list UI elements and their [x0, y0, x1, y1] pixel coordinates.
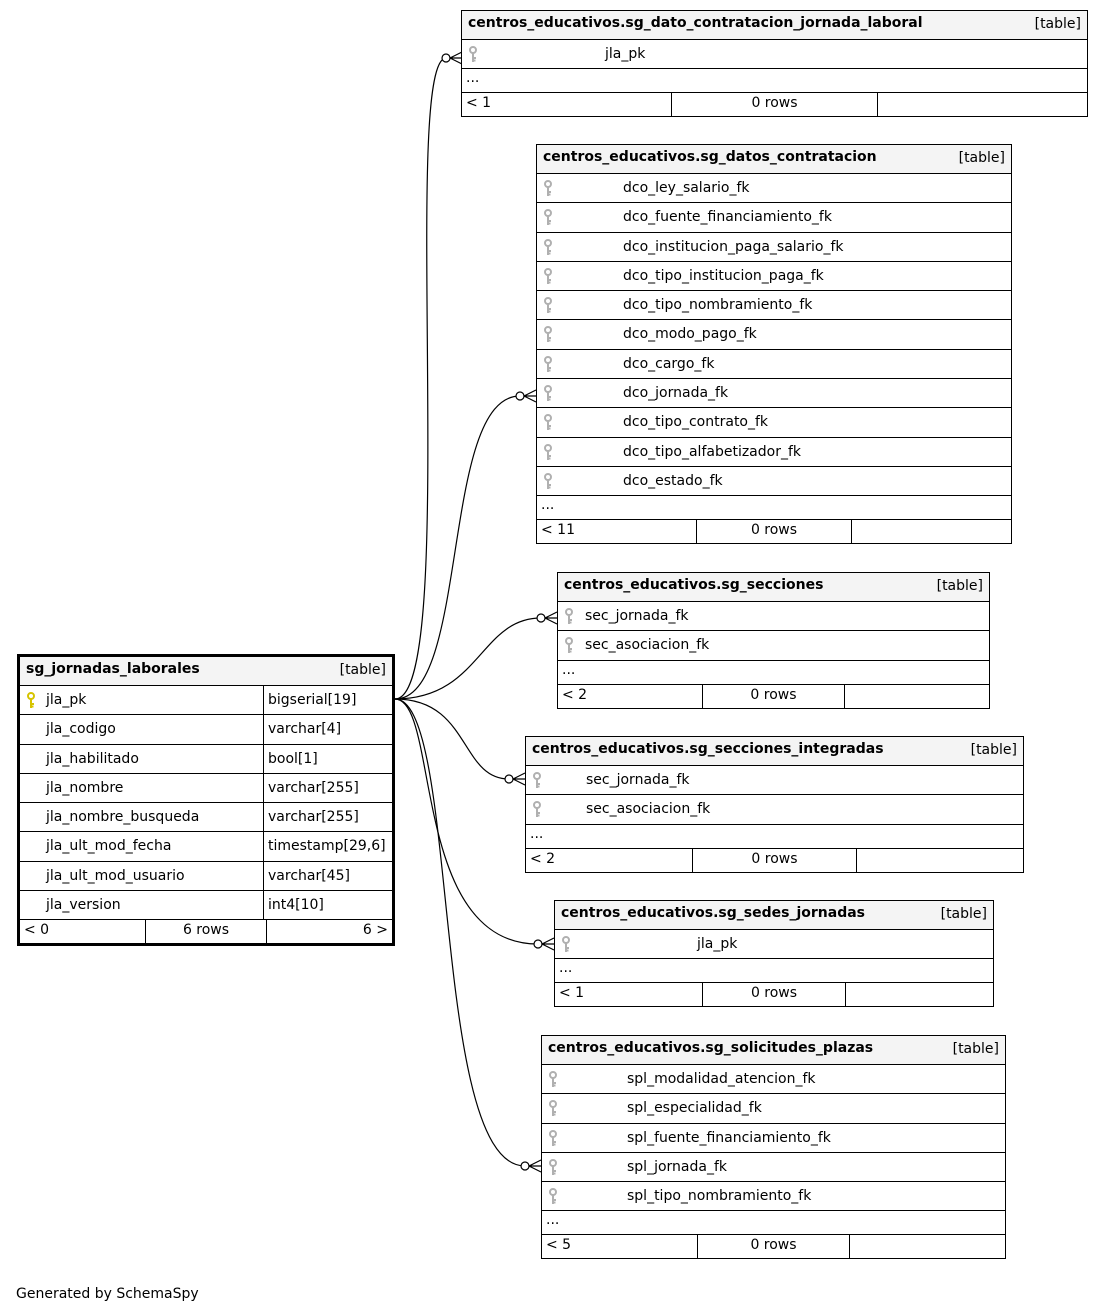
foreign-key-icon [543, 209, 553, 226]
zero-cardinality-marker [521, 1162, 529, 1170]
column-type: varchar[255] [263, 803, 359, 831]
foreign-key-icon [532, 801, 542, 818]
footer-children [851, 520, 1011, 543]
zero-cardinality-marker [534, 940, 542, 948]
foreign-key-icon [564, 637, 574, 654]
table-name: centros_educativos.sg_secciones [564, 577, 824, 593]
column-row[interactable] [20, 774, 392, 803]
more-columns-indicator [542, 1211, 1005, 1235]
table-name: centros_educativos.sg_solicitudes_plazas [548, 1040, 874, 1056]
table-header [462, 11, 1087, 40]
column-name: jla_version [46, 897, 121, 914]
foreign-key-icon [543, 444, 553, 461]
table-header [20, 657, 392, 686]
table-type-tag: [table] [936, 578, 983, 594]
foreign-key-icon [548, 1188, 558, 1205]
foreign-key-icon [548, 1100, 558, 1117]
table-footer [20, 920, 392, 943]
table-name: centros_educativos.sg_sedes_jornadas [561, 905, 865, 921]
table-sg-secciones-integradas[interactable] [525, 736, 1024, 873]
column-name: spl_jornada_fk [627, 1158, 727, 1175]
column-name: jla_ult_mod_usuario [46, 867, 185, 884]
foreign-key-icon [548, 1130, 558, 1147]
zero-cardinality-marker [516, 392, 524, 400]
column-row[interactable] [537, 203, 1011, 232]
column-row[interactable] [537, 438, 1011, 467]
table-sg-secciones[interactable] [557, 572, 990, 709]
column-row[interactable] [537, 408, 1011, 437]
zero-cardinality-marker [505, 775, 513, 783]
column-name: dco_jornada_fk [623, 385, 729, 402]
foreign-key-icon [543, 297, 553, 314]
column-row[interactable] [537, 320, 1011, 349]
column-name: dco_cargo_fk [623, 355, 715, 372]
column-row[interactable] [537, 350, 1011, 379]
column-name: spl_fuente_financiamiento_fk [627, 1129, 831, 1146]
foreign-key-icon [543, 268, 553, 285]
column-row[interactable] [542, 1153, 1005, 1182]
column-type: varchar[45] [263, 862, 350, 890]
footer-parents: < 1 [466, 95, 492, 112]
foreign-key-icon [543, 473, 553, 490]
footer-children [856, 849, 1023, 872]
table-sg-solicitudes-plazas[interactable] [541, 1035, 1006, 1259]
footer-row-count: 0 rows [702, 685, 843, 708]
column-name: dco_ley_salario_fk [623, 180, 750, 196]
column-row[interactable] [462, 40, 1087, 69]
footer-parents: < 11 [541, 522, 575, 539]
table-footer [542, 1235, 1005, 1258]
foreign-key-icon [543, 239, 553, 256]
column-row[interactable] [20, 686, 392, 715]
table-sg-jornadas-laborales[interactable] [17, 654, 395, 946]
footer-parents: < 5 [546, 1237, 572, 1254]
ellipsis-text: ... [530, 825, 544, 842]
table-name: centros_educativos.sg_datos_contratacion [543, 149, 877, 165]
footer-children: 6 > [266, 920, 392, 943]
column-row[interactable] [20, 891, 392, 920]
foreign-key-icon [548, 1071, 558, 1088]
foreign-key-icon [564, 608, 574, 625]
footer-row-count: 0 rows [697, 1235, 849, 1258]
footer-parents: < 0 [24, 922, 50, 939]
column-name: spl_especialidad_fk [627, 1100, 762, 1117]
column-name: dco_fuente_financiamiento_fk [623, 209, 832, 226]
column-name: jla_pk [46, 692, 87, 708]
column-name: jla_pk [697, 936, 738, 952]
table-header [542, 1036, 1005, 1065]
edge-to-datos-contratacion [395, 396, 520, 699]
column-name: dco_institucion_paga_salario_fk [623, 238, 844, 255]
column-type: int4[10] [263, 891, 324, 919]
more-columns-indicator [462, 69, 1087, 93]
foreign-key-icon [543, 180, 553, 197]
table-footer [526, 849, 1023, 872]
column-row[interactable] [20, 745, 392, 774]
column-row[interactable] [537, 467, 1011, 496]
primary-key-icon [26, 692, 36, 709]
many-cardinality-crowfoot [513, 773, 525, 785]
many-cardinality-crowfoot [529, 1160, 541, 1172]
foreign-key-icon [548, 1159, 558, 1176]
column-row[interactable] [555, 930, 993, 959]
column-row[interactable] [558, 631, 989, 660]
table-name: centros_educativos.sg_secciones_integradas [532, 741, 884, 757]
table-footer [462, 93, 1087, 116]
column-name: spl_tipo_nombramiento_fk [627, 1188, 812, 1205]
table-type-tag: [table] [958, 150, 1005, 166]
edge-to-dato-contratacion-jornada-laboral [395, 58, 446, 699]
column-name: sec_jornada_fk [585, 608, 689, 624]
foreign-key-icon [543, 414, 553, 431]
column-name: dco_estado_fk [623, 472, 723, 489]
zero-cardinality-marker [537, 614, 545, 622]
table-name: centros_educativos.sg_dato_contratacion_jornada_laboral [468, 15, 923, 31]
many-cardinality-crowfoot [524, 390, 536, 402]
column-row[interactable] [526, 766, 1023, 795]
column-name: dco_tipo_contrato_fk [623, 414, 769, 431]
column-type: varchar[4] [263, 715, 341, 743]
column-name: spl_modalidad_atencion_fk [627, 1071, 816, 1087]
footer-children [849, 1235, 1005, 1258]
foreign-key-icon [543, 326, 553, 343]
footer-row-count: 6 rows [145, 920, 267, 943]
column-type: bigserial[19] [263, 686, 356, 714]
footer-parents: < 2 [562, 686, 588, 703]
column-name: jla_pk [605, 46, 646, 62]
edge-to-secciones-integradas [395, 699, 509, 779]
many-cardinality-crowfoot [545, 612, 557, 624]
table-type-tag: [table] [970, 742, 1017, 758]
column-name: dco_modo_pago_fk [623, 326, 757, 343]
ellipsis-text: ... [559, 960, 573, 977]
many-cardinality-crowfoot [542, 938, 554, 950]
column-row[interactable] [537, 291, 1011, 320]
column-name: dco_tipo_nombramiento_fk [623, 297, 813, 314]
foreign-key-icon [543, 356, 553, 373]
schemaspy-credit: Generated by SchemaSpy [16, 1286, 199, 1302]
column-row[interactable] [20, 862, 392, 891]
table-sg-dato-contratacion-jornada-laboral[interactable] [461, 10, 1088, 117]
footer-row-count: 0 rows [692, 849, 855, 872]
table-header [558, 573, 989, 602]
column-row[interactable] [537, 379, 1011, 408]
table-sg-datos-contratacion[interactable] [536, 144, 1012, 544]
table-footer [558, 685, 989, 708]
column-row[interactable] [558, 602, 989, 631]
more-columns-indicator [558, 661, 989, 685]
footer-children [877, 93, 1087, 116]
footer-parents: < 1 [559, 985, 585, 1002]
column-name: jla_ult_mod_fecha [46, 838, 172, 855]
footer-row-count: 0 rows [702, 983, 846, 1006]
ellipsis-text: ... [562, 661, 576, 678]
foreign-key-icon [543, 385, 553, 402]
column-type: bool[1] [263, 745, 318, 773]
footer-children [844, 685, 989, 708]
edge-to-solicitudes-plazas [395, 699, 525, 1166]
column-name: jla_nombre_busqueda [46, 809, 200, 826]
table-header [555, 901, 993, 930]
table-type-tag: [table] [952, 1041, 999, 1057]
footer-children [845, 983, 993, 1006]
column-name: sec_asociacion_fk [586, 801, 711, 818]
column-row[interactable] [537, 233, 1011, 262]
column-name: sec_asociacion_fk [585, 637, 710, 654]
footer-row-count: 0 rows [671, 93, 877, 116]
column-name: sec_jornada_fk [586, 772, 690, 788]
foreign-key-icon [532, 772, 542, 789]
foreign-key-icon [468, 46, 478, 63]
column-type: varchar[255] [263, 774, 359, 802]
column-name: jla_codigo [46, 721, 116, 738]
ellipsis-text: ... [466, 70, 480, 87]
column-row[interactable] [542, 1065, 1005, 1094]
foreign-key-icon [561, 936, 571, 953]
ellipsis-text: ... [541, 497, 555, 514]
table-name: sg_jornadas_laborales [26, 661, 200, 677]
edge-to-sedes-jornadas [395, 699, 538, 944]
column-row[interactable] [537, 262, 1011, 291]
column-row[interactable] [526, 795, 1023, 824]
table-type-tag: [table] [1034, 16, 1081, 32]
table-footer [555, 983, 993, 1006]
column-row[interactable] [537, 174, 1011, 203]
column-row[interactable] [20, 803, 392, 832]
column-name: jla_habilitado [46, 750, 139, 767]
column-row[interactable] [20, 715, 392, 744]
column-row[interactable] [542, 1094, 1005, 1123]
column-row[interactable] [20, 832, 392, 861]
column-name: dco_tipo_alfabetizador_fk [623, 443, 802, 460]
zero-cardinality-marker [442, 54, 450, 62]
footer-parents: < 2 [530, 850, 556, 867]
column-name: jla_nombre [46, 779, 124, 796]
table-type-tag: [table] [339, 662, 386, 678]
more-columns-indicator [526, 825, 1023, 849]
table-type-tag: [table] [940, 906, 987, 922]
table-footer [537, 520, 1011, 543]
column-row[interactable] [542, 1182, 1005, 1211]
table-sg-sedes-jornadas[interactable] [554, 900, 994, 1007]
column-type: timestamp[29,6] [263, 832, 386, 860]
column-name: dco_tipo_institucion_paga_fk [623, 267, 824, 284]
footer-row-count: 0 rows [696, 520, 852, 543]
more-columns-indicator [555, 959, 993, 983]
more-columns-indicator [537, 496, 1011, 520]
column-row[interactable] [542, 1124, 1005, 1153]
table-header [537, 145, 1011, 174]
table-header [526, 737, 1023, 766]
ellipsis-text: ... [546, 1212, 560, 1229]
